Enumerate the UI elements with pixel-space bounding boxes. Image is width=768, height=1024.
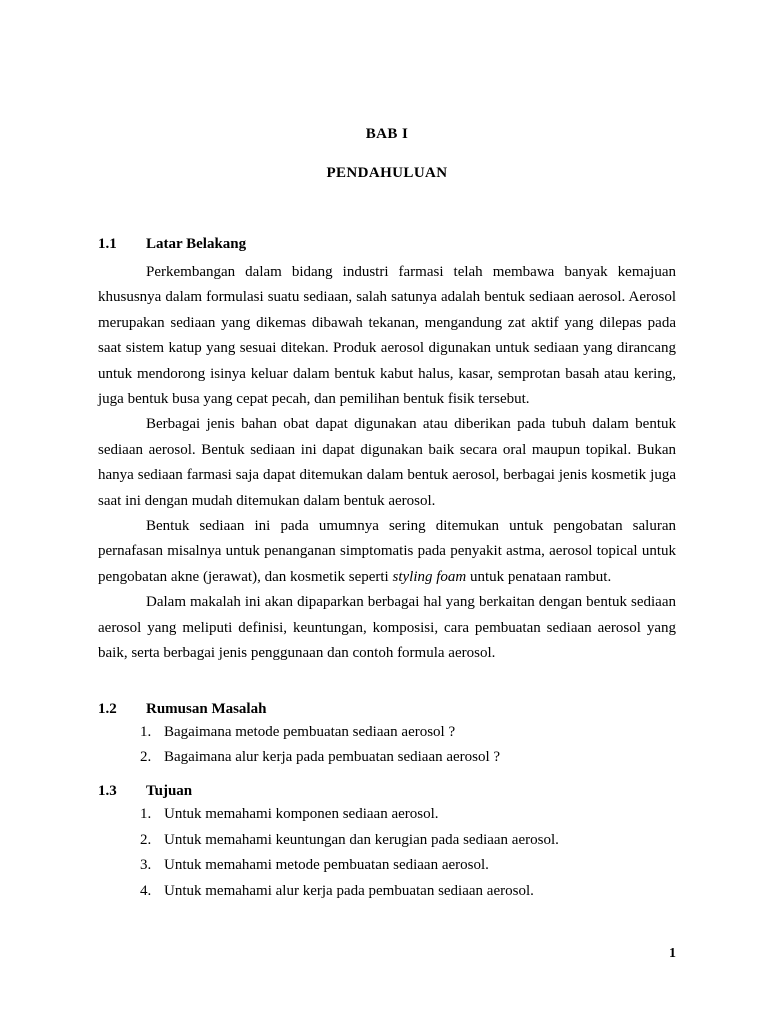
list-item-marker: 3. [140,857,152,874]
list-item-text: Untuk memahami komponen sediaan aerosol. [164,806,439,823]
list-item-marker: 1. [140,723,152,740]
list-item-text: Untuk memahami metode pembuatan sediaan aerosol. [164,857,489,874]
section-number: 1.3 [98,783,117,800]
chapter-label: BAB I [365,126,409,142]
paragraph-text-italic: styling foam [392,568,467,585]
section-heading-tujuan [98,783,676,800]
section-title: Tujuan [146,783,193,800]
list-item-text: Untuk memahami alur kerja pada pembuatan sediaan aerosol. [164,882,534,899]
document-content [98,0,676,904]
chapter-title: PENDAHULUAN [326,165,448,181]
list-item [98,853,676,878]
section-heading-rumusan-masalah [98,701,676,718]
section-title: Latar Belakang [146,236,247,252]
body-paragraph [98,412,676,514]
list-item-marker: 2. [140,831,152,848]
paragraph-text-before-italic: Bentuk sediaan ini pada umumnya sering ditemukan untuk pengobatan saluran pernafasan misalnya untuk penanganan simptomatis pada penyakit astma, aerosol topical untuk pengobatan akne (jerawat), dan kosmetik seperti [98,518,676,585]
paragraph-text-before-italic: Dalam makalah ini akan dipaparkan berbagai hal yang berkaitan dengan bentuk sediaan aerosol yang meliputi definisi, keuntungan, komposisi, cara pembuatan sediaan aerosol yang baik, serta berbagai jenis penggunaan dan contoh formula aerosol. [98,594,676,662]
section-heading-latar-belakang [98,236,676,253]
section-number: 1.1 [98,236,117,252]
body-paragraph [98,260,676,412]
paragraph-text-before-italic: Berbagai jenis bahan obat dapat digunakan atau diberikan pada tubuh dalam bentuk sediaan aerosol. Bentuk sediaan ini dapat digunakan baik secara oral maupun topikal. Bukan hanya sediaan farmasi saja dapat ditemukan dalam bentuk aerosol, berbagai jenis kosmetik juga saat ini dengan mudah ditemukan dalam bentuk aerosol. [98,416,676,509]
list-rumusan-masalah [98,720,676,771]
list-item-text: Bagaimana alur kerja pada pembuatan sediaan aerosol ? [164,748,501,765]
list-item [98,828,676,853]
paragraph-text-before-italic: Perkembangan dalam bidang industri farmasi telah membawa banyak kemajuan khususnya dalam formulasi suatu sediaan, salah satunya adalah bentuk sediaan aerosol. Aerosol merupakan sediaan yang dikemas dibawah tekanan, mengandung zat aktif yang dilepas pada saat sistem katup yang sesuai ditekan. Produk aerosol digunakan untuk sediaan yang dirancang untuk mendorong isinya keluar dalam bentuk kabut halus, kasar, semprotan basah atau kering, juga bentuk busa yang cepat pecah, dan pemilihan bentuk fisik tersebut. [98,264,676,408]
list-item [98,802,676,827]
section-number: 1.2 [98,700,117,717]
list-item-marker: 4. [140,882,152,899]
list-item-text: Untuk memahami keuntungan dan kerugian pada sediaan aerosol. [164,831,559,848]
list-tujuan [98,802,676,904]
page-number: 1 [669,946,676,961]
body-paragraph [98,514,676,590]
list-item-marker: 1. [140,806,152,823]
list-item [98,745,676,770]
list-item-text: Bagaimana metode pembuatan sediaan aerosol ? [164,723,456,740]
paragraph-text-after-italic: untuk penataan rambut. [466,568,612,585]
list-item [98,879,676,904]
body-paragraph [98,590,676,666]
list-item [98,720,676,745]
list-item-marker: 2. [140,748,152,765]
section-title: Rumusan Masalah [146,700,267,717]
